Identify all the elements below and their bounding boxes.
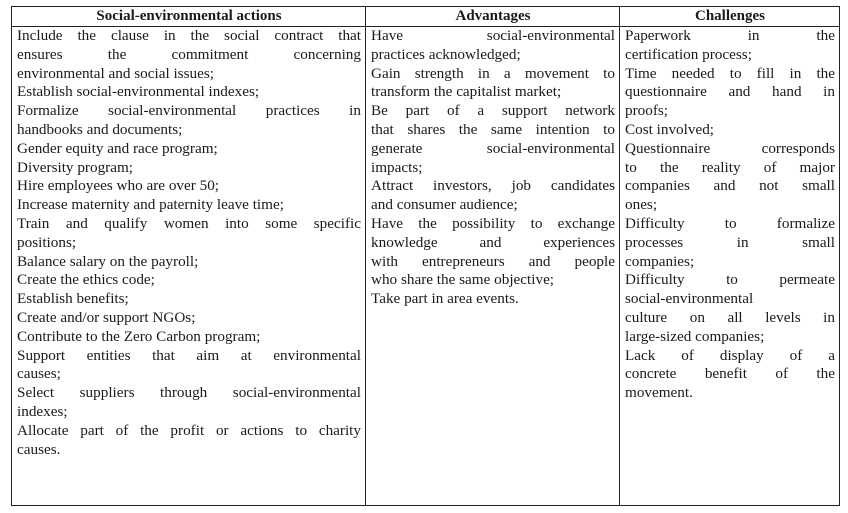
actions-cell xyxy=(12,27,366,506)
action-line: indexes; xyxy=(17,402,68,420)
advantage-line: who share the same objective; xyxy=(371,271,555,289)
challenge-line: culture on all levels in xyxy=(625,308,835,326)
action-line: Contribute to the Zero Carbon program; xyxy=(17,327,261,345)
advantage-line: knowledge and experiences xyxy=(371,233,615,251)
challenge-line: movement. xyxy=(625,384,693,402)
advantage-line: Attract investors, job candidates xyxy=(371,177,615,195)
comparison-table xyxy=(11,6,840,506)
header-advantages: Advantages xyxy=(366,7,620,27)
challenge-line: Paperwork in the xyxy=(625,27,835,44)
challenge-line: concrete benefit of the xyxy=(625,365,835,383)
action-line: positions; xyxy=(17,233,77,251)
advantage-line: and consumer audience; xyxy=(371,196,518,214)
action-line: Select suppliers through social-environmental xyxy=(17,384,361,402)
advantage-line: that shares the same intention to xyxy=(371,120,615,138)
challenge-line: companies; xyxy=(625,252,695,270)
challenge-line: ones; xyxy=(625,196,658,214)
action-line: Train and qualify women into some specific xyxy=(17,214,361,232)
action-line: ensures the commitment concerning xyxy=(17,45,361,63)
action-line: Create the ethics code; xyxy=(17,271,155,289)
challenge-line: to the reality of major xyxy=(625,158,835,176)
action-line: Formalize social-environmental practices in xyxy=(17,102,361,120)
challenge-line: companies and not small xyxy=(625,177,835,195)
action-line: Create and/or support NGOs; xyxy=(17,308,196,326)
challenge-line: questionnaire and hand in xyxy=(625,83,835,101)
advantage-line: Take part in area events. xyxy=(371,290,519,308)
challenge-line: Difficulty to formalize xyxy=(625,214,835,232)
action-line: Increase maternity and paternity leave time; xyxy=(17,196,284,214)
advantage-line: impacts; xyxy=(371,158,423,176)
header-actions: Social-environmental actions xyxy=(12,7,366,27)
header-challenges: Challenges xyxy=(620,7,840,27)
challenges-cell xyxy=(620,27,840,506)
action-line: Support entities that aim at environmental xyxy=(17,346,361,364)
challenge-line: Difficulty to permeate xyxy=(625,271,835,289)
advantage-line: Gain strength in a movement to xyxy=(371,64,615,82)
advantage-line: transform the capitalist market; xyxy=(371,83,562,101)
advantage-line: with entrepreneurs and people xyxy=(371,252,615,270)
action-line: causes. xyxy=(17,440,61,458)
table-body-row xyxy=(12,27,840,506)
action-line: Balance salary on the payroll; xyxy=(17,252,199,270)
action-line: environmental and social issues; xyxy=(17,64,214,82)
challenge-line: processes in small xyxy=(625,233,835,251)
action-line: Allocate part of the profit or actions to charity xyxy=(17,421,361,439)
advantage-line: practices acknowledged; xyxy=(371,45,521,63)
advantage-line: generate social-environmental xyxy=(371,139,615,157)
challenge-line: Cost involved; xyxy=(625,120,715,138)
advantages-cell xyxy=(366,27,620,506)
challenge-line: certification process; xyxy=(625,45,752,63)
advantage-line: Have the possibility to exchange xyxy=(371,214,615,232)
challenge-line: Lack of display of a xyxy=(625,346,835,364)
action-line: causes; xyxy=(17,365,61,383)
challenge-line: Questionnaire corresponds xyxy=(625,139,835,157)
action-line: Establish benefits; xyxy=(17,290,129,308)
table-header-row xyxy=(12,7,840,27)
action-line: Diversity program; xyxy=(17,158,133,176)
action-line: Hire employees who are over 50; xyxy=(17,177,220,195)
advantage-line: Be part of a support network xyxy=(371,102,615,120)
challenge-line: proofs; xyxy=(625,102,669,120)
action-line: Include the clause in the social contract that xyxy=(17,27,361,44)
challenge-line: large-sized companies; xyxy=(625,327,765,345)
challenge-line: Time needed to fill in the xyxy=(625,64,835,82)
action-line: handbooks and documents; xyxy=(17,120,183,138)
advantage-line: Have social-environmental xyxy=(371,27,615,44)
action-line: Establish social-environmental indexes; xyxy=(17,83,260,101)
challenge-line: social-environmental xyxy=(625,290,754,308)
action-line: Gender equity and race program; xyxy=(17,139,218,157)
